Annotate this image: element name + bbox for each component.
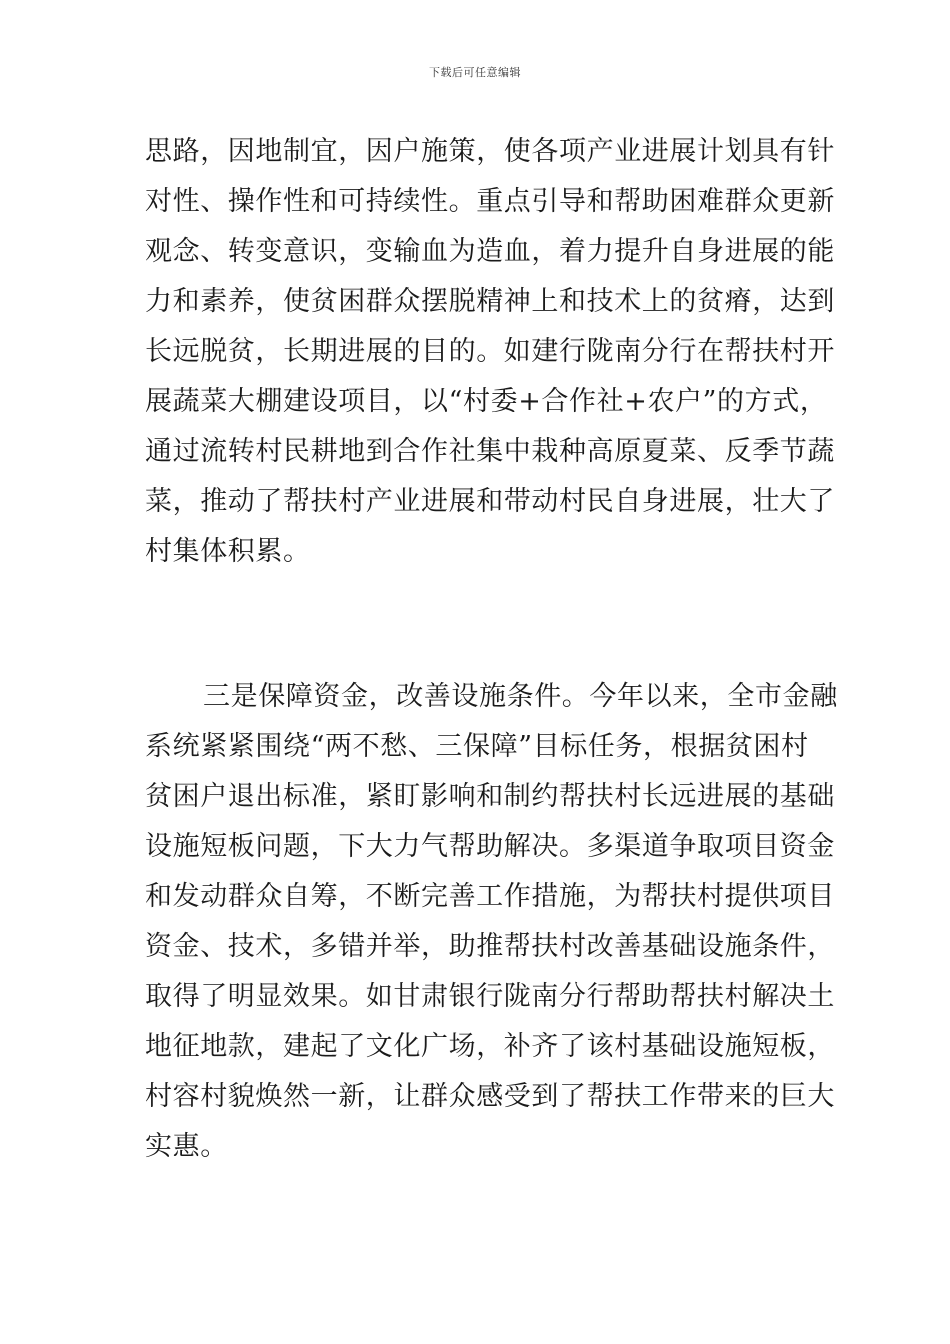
text-line-first: 三是保障资金，改善设施条件。今年以来，全市金融: [203, 681, 838, 712]
text-line: 地征地款，建起了文化广场，补齐了该村基础设施短板，: [145, 1031, 835, 1062]
text-line: 实惠。: [145, 1131, 228, 1162]
text-line: 思路，因地制宜，因户施策，使各项产业进展计划具有针: [145, 136, 835, 167]
text-line: 资金、技术，多错并举，助推帮扶村改善基础设施条件，: [145, 931, 835, 962]
page-header: 下载后可任意编辑: [429, 66, 521, 79]
text-line: 通过流转村民耕地到合作社集中栽种高原夏菜、反季节蔬: [145, 436, 835, 467]
text-line: 取得了明显效果。如甘肃银行陇南分行帮助帮扶村解决土: [145, 981, 835, 1012]
text-line: 贫困户退出标准，紧盯影响和制约帮扶村长远进展的基础: [145, 781, 835, 812]
text-line: 长远脱贫，长期进展的目的。如建行陇南分行在帮扶村开: [145, 336, 835, 367]
text-line: 观念、转变意识，变输血为造血，着力提升自身进展的能: [145, 236, 835, 267]
paragraph-section-three: [145, 672, 838, 1172]
paragraph-continuation: [145, 127, 835, 577]
text-line: 对性、操作性和可持续性。重点引导和帮助困难群众更新: [145, 186, 835, 217]
text-line: 力和素养，使贫困群众摆脱精神上和技术上的贫瘠，达到: [145, 286, 835, 317]
text-line: 系统紧紧围绕“两不愁、三保障”目标任务，根据贫困村: [145, 731, 809, 762]
text-line: 村容村貌焕然一新，让群众感受到了帮扶工作带来的巨大: [145, 1081, 835, 1112]
text-line: 设施短板问题，下大力气帮助解决。多渠道争取项目资金: [145, 831, 835, 862]
text-line: 和发动群众自筹，不断完善工作措施，为帮扶村提供项目: [145, 881, 835, 912]
text-line: 村集体积累。: [145, 536, 311, 567]
text-line: 菜，推动了帮扶村产业进展和带动村民自身进展，壮大了: [145, 486, 835, 517]
text-line: 展蔬菜大棚建设项目，以“村委+合作社+农户”的方式，: [145, 386, 828, 417]
